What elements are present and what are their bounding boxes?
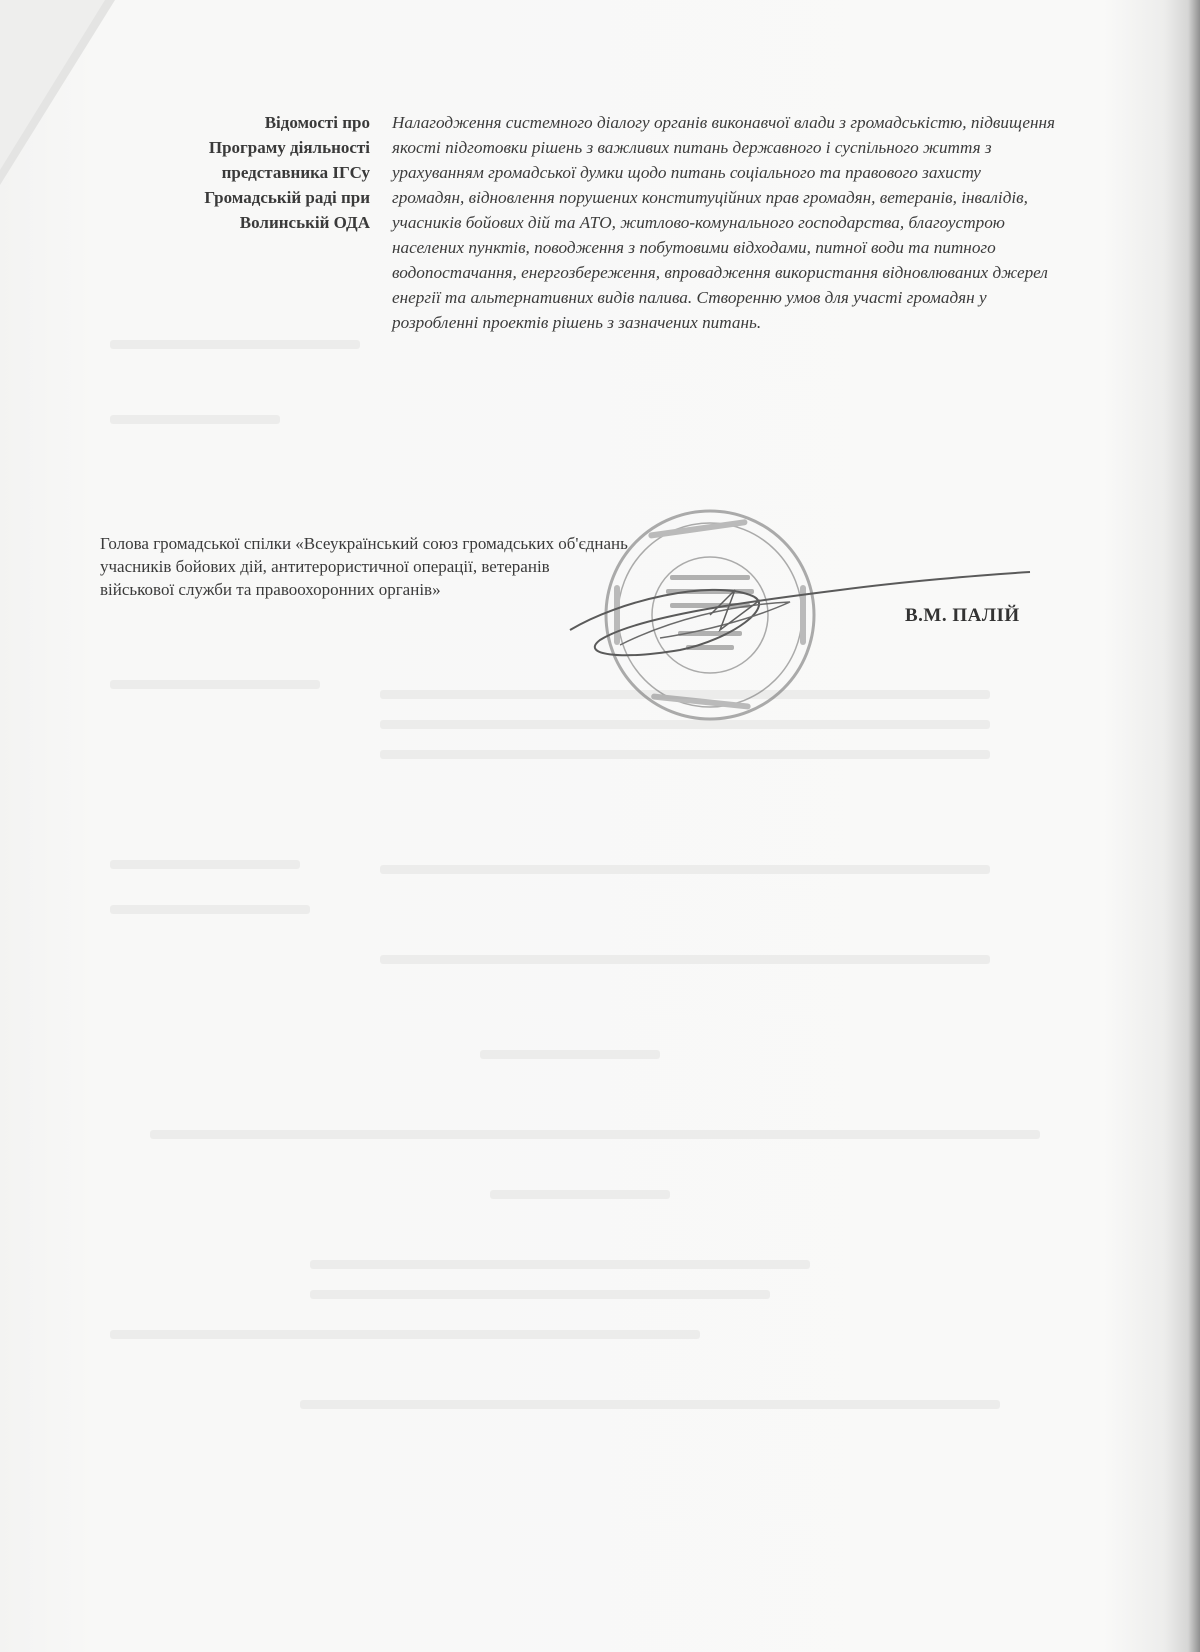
- bleed-through-line: [380, 955, 990, 964]
- signer-name: В.М. ПАЛІЙ: [905, 605, 1020, 626]
- program-info-label: [120, 110, 380, 335]
- bleed-through-line: [110, 415, 280, 424]
- label-line: Волинській ОДА: [239, 213, 370, 232]
- label-line: Громадській раді при: [204, 188, 370, 207]
- position-line: Голова громадської спілки «Всеукраїнський союз громадських об'єднань: [100, 534, 628, 553]
- label-line: Програму діяльності: [208, 138, 370, 157]
- label-line: Відомості про: [264, 113, 370, 132]
- table-row: [120, 110, 1065, 335]
- bleed-through-line: [490, 1190, 670, 1199]
- program-info-content: Налагодження системного діалогу органів виконавчої влади з громадськістю, підвищення якості підготовки рішень з важливих питань державного і суспільного життя з урахуванням громадської думки щодо питань соціального та правового захисту громадян, відновлення порушених конституційних прав громадян, ветеранів, інвалідів, учасників бойових дій та АТО, житлово-комунального господарства, благоустрою населених пунктів, поводження з побутовими відходами, питної води та питного водопостачання, енергозбереження, впровадження використання відновлюваних джерел енергії та альтернативних видів палива. Створенню умов для участі громадян у розробленні проектів рішень з зазначених питань.: [392, 113, 1056, 332]
- bleed-through-line: [110, 860, 300, 869]
- bleed-through-line: [110, 340, 360, 349]
- bleed-through-line: [110, 905, 310, 914]
- bleed-through-line: [310, 1290, 770, 1299]
- program-info-table: [120, 110, 1065, 335]
- bleed-through-line: [480, 1050, 660, 1059]
- bleed-through-line: [380, 865, 990, 874]
- scan-corner-fold: [0, 0, 130, 200]
- label-line: представника ІГСу: [221, 163, 370, 182]
- bleed-through-line: [380, 750, 990, 759]
- bleed-through-line: [310, 1260, 810, 1269]
- position-line: військової служби та правоохоронних органів»: [100, 580, 441, 599]
- bleed-through-line: [150, 1130, 1040, 1139]
- bleed-through-line: [110, 1330, 700, 1339]
- position-line: учасників бойових дій, антитерористичної операції, ветеранів: [100, 557, 550, 576]
- bleed-through-line: [110, 680, 320, 689]
- bleed-through-line: [300, 1400, 1000, 1409]
